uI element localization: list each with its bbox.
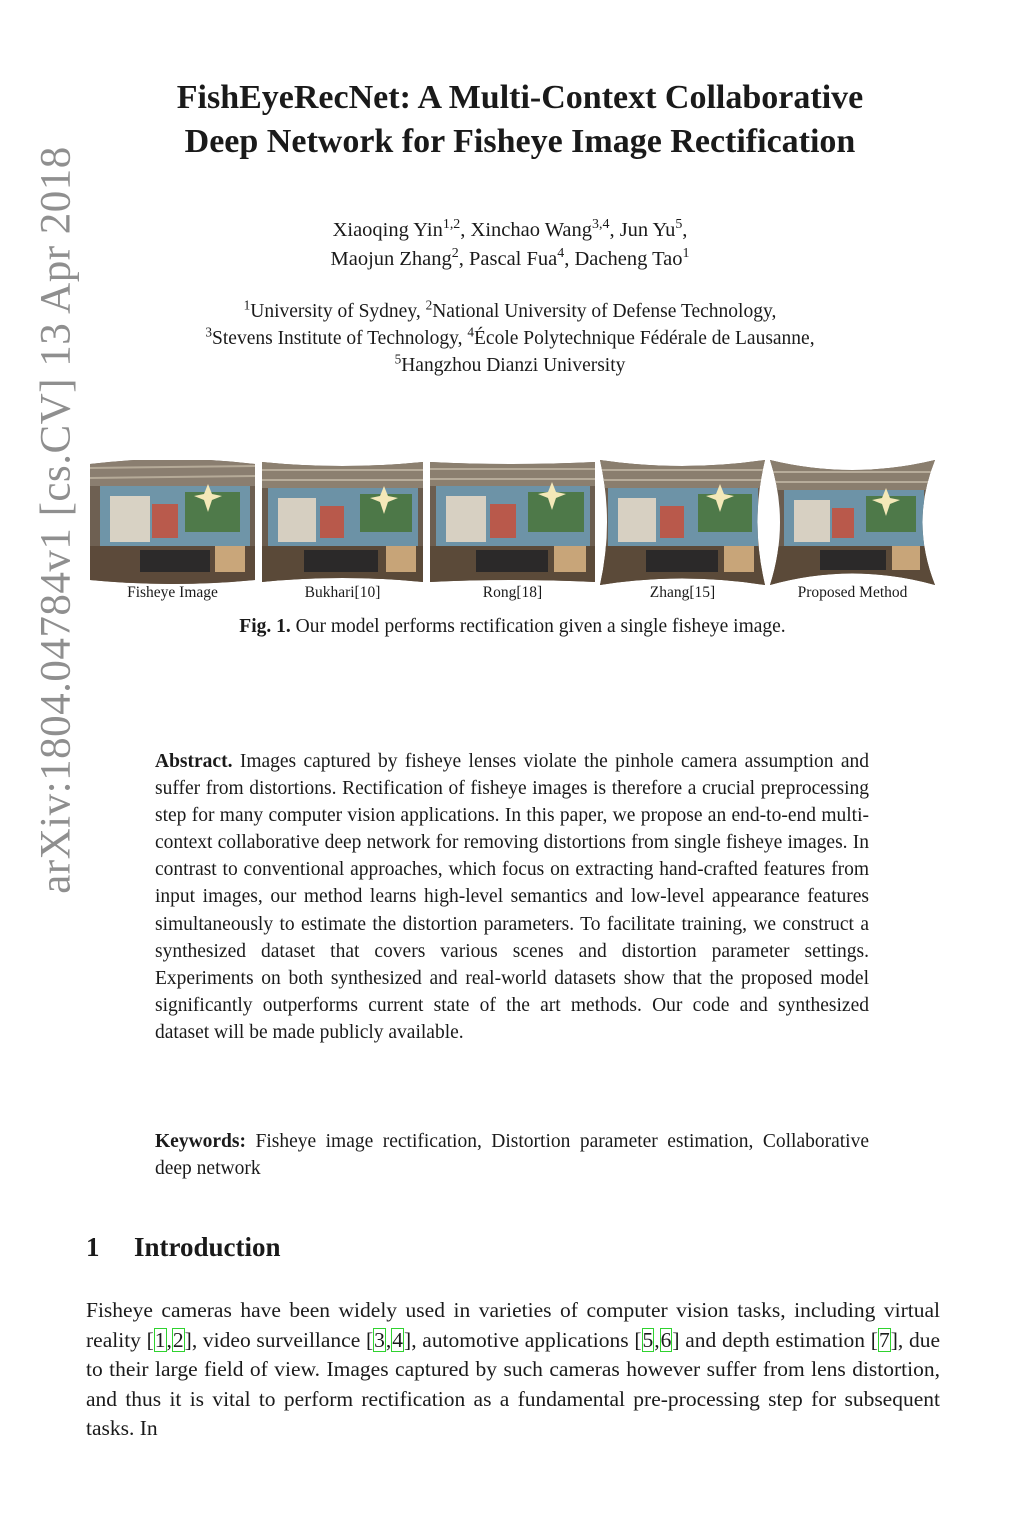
figure-caption-label: Fig. 1. <box>239 616 291 637</box>
author-name: Xiaoqing Yin <box>332 219 443 241</box>
figure-panel-rong <box>430 460 595 601</box>
keywords <box>155 1128 869 1182</box>
affil-name: Stevens Institute of Technology <box>212 328 458 349</box>
abstract-text: Images captured by fisheye lenses violate the pinhole camera assumption and suffer from distortions. Rectification of fisheye images is therefore a crucial preprocessing step for many computer vision applications. In this paper, we propose an end-to-end multi-context collaborative deep network for removing distortions from single fisheye images. In contrast to conventional approaches, which focus on extracting hand-crafted features from input images, our method learns high-level semantics and low-level appearance features simultaneously to estimate the distortion parameters. To facilitate training, we construct a synthesized dataset that covers various scenes and distortion parameter settings. Experiments on both synthesized and real-world datasets show that the proposed model significantly outperforms current state of the art methods. Our code and synthesized dataset will be made publicly available. <box>155 751 870 1043</box>
figure-caption-text: Our model performs rectification given a single fisheye image. <box>295 616 786 637</box>
affil-sup: 3 <box>205 324 213 340</box>
affil-sup: 2 <box>425 297 433 313</box>
figure-caption <box>90 616 935 638</box>
citation-link[interactable]: 7 <box>878 1327 890 1352</box>
author-affil-sup: 4 <box>557 246 565 262</box>
proposed-result-image <box>770 460 935 585</box>
author-name: Xinchao Wang <box>470 219 593 241</box>
bukhari-result-image <box>260 460 425 585</box>
intro-text: , automotive applications <box>411 1327 635 1352</box>
figure-panel-fisheye <box>90 460 255 601</box>
author-affil-sup: 3,4 <box>592 217 610 233</box>
author-name: Jun Yu <box>619 219 676 241</box>
affil-name: National University of Defense Technology <box>432 301 772 322</box>
figure-panel-proposed <box>770 460 935 601</box>
affil-name: University of Sydney <box>250 301 416 322</box>
section-title: Introduction <box>134 1232 281 1262</box>
fisheye-image <box>90 460 255 585</box>
affiliation-list: $^1$University of Sydney, $^2$National University of Defense Technology, $^3$Stevens Institute of Technology, $^4$École Polytechnique Fédérale de Lausanne, $^5$Hangzhou Dianzi University <box>205 297 815 376</box>
paper-title <box>90 76 950 164</box>
section-number: 1 <box>86 1232 100 1262</box>
intro-text: , video surveillance <box>191 1327 366 1352</box>
citation-link[interactable]: 3 <box>374 1327 385 1352</box>
intro-text: Fisheye cameras have been widely used in varieties of computer vision tasks, including virtual reality <box>86 1298 940 1352</box>
affil-sup: 4 <box>467 324 475 340</box>
arxiv-id-text: arXiv:1804.04784v1 [cs.CV] 13 Apr 2018 <box>32 146 80 894</box>
affil-sup: 5 <box>394 351 402 367</box>
citation-link[interactable]: 4 <box>392 1327 404 1352</box>
rong-result-image <box>430 460 595 585</box>
author-list: Xiaoqing Yin$^{1,2}$, Xinchao Wang$^{3,4}$, Jun Yu$^5$, Maojun Zhang$^2$, Pascal Fua$^4$, Dacheng Tao$^1$ <box>330 217 690 270</box>
abstract <box>155 748 869 1046</box>
intro-text: , due to their large field of view. Images captured by such cameras however suffer from lens distortion, and thus it is vital to perform rectification as a fundamental pre-processing step for subsequent tasks. In <box>86 1327 940 1440</box>
intro-text: and depth estimation <box>679 1327 871 1352</box>
figure-panel-caption: Fisheye Image <box>127 584 218 601</box>
figure-panel-zhang <box>600 460 765 601</box>
title-line-2: Deep Network for Fisheye Image Rectification <box>184 123 856 160</box>
author-affil-sup: 1 <box>682 246 690 262</box>
keywords-label: Keywords: <box>155 1131 246 1152</box>
title-line-1: FishEyeRecNet: A Multi-Context Collaborative <box>176 79 864 116</box>
author-name: Maojun Zhang <box>330 248 452 270</box>
citation-link[interactable]: 5 <box>642 1327 654 1352</box>
keywords-text: Fisheye image rectification, Distortion parameter estimation, Collaborative deep network <box>155 1131 870 1179</box>
author-name: Pascal Fua <box>469 248 558 270</box>
figure-panel-bukhari <box>260 460 425 601</box>
author-affil-sup: 2 <box>451 246 459 262</box>
arxiv-stamp <box>16 80 96 960</box>
figure-panel-caption: Bukhari[10] <box>304 584 381 601</box>
author-name: Dacheng Tao <box>574 248 683 270</box>
figure-1 <box>90 460 935 610</box>
affil-sup: 1 <box>243 297 251 313</box>
author-affil-sup: 1,2 <box>442 217 461 233</box>
citation-link[interactable]: 1 <box>154 1327 166 1352</box>
citation-link[interactable]: 6 <box>660 1327 672 1352</box>
figure-panel-caption: Proposed Method <box>797 584 908 601</box>
figure-panel-caption: Zhang[15] <box>649 584 716 601</box>
author-affil-sup: 5 <box>675 217 683 233</box>
section-heading <box>86 1232 281 1263</box>
affil-name: Hangzhou Dianzi University <box>401 355 626 376</box>
citation-link[interactable]: 2 <box>172 1327 184 1352</box>
zhang-result-image <box>600 460 765 585</box>
abstract-label: Abstract. <box>155 751 233 772</box>
figure-panel-caption: Rong[18] <box>482 584 543 601</box>
intro-paragraph: Fisheye cameras have been widely used in varieties of computer vision tasks, including virtual reality [1,2], video surveillance [3,4], automotive applications [5,6] and depth estimation [7], due to their large field of view. Images captured by such cameras however suffer from lens distortion, and thus it is vital to perform rectification as a fundamental pre-processing step for subsequent tasks. In <box>86 1298 940 1440</box>
affil-name: École Polytechnique Fédérale de Lausanne <box>474 328 810 349</box>
